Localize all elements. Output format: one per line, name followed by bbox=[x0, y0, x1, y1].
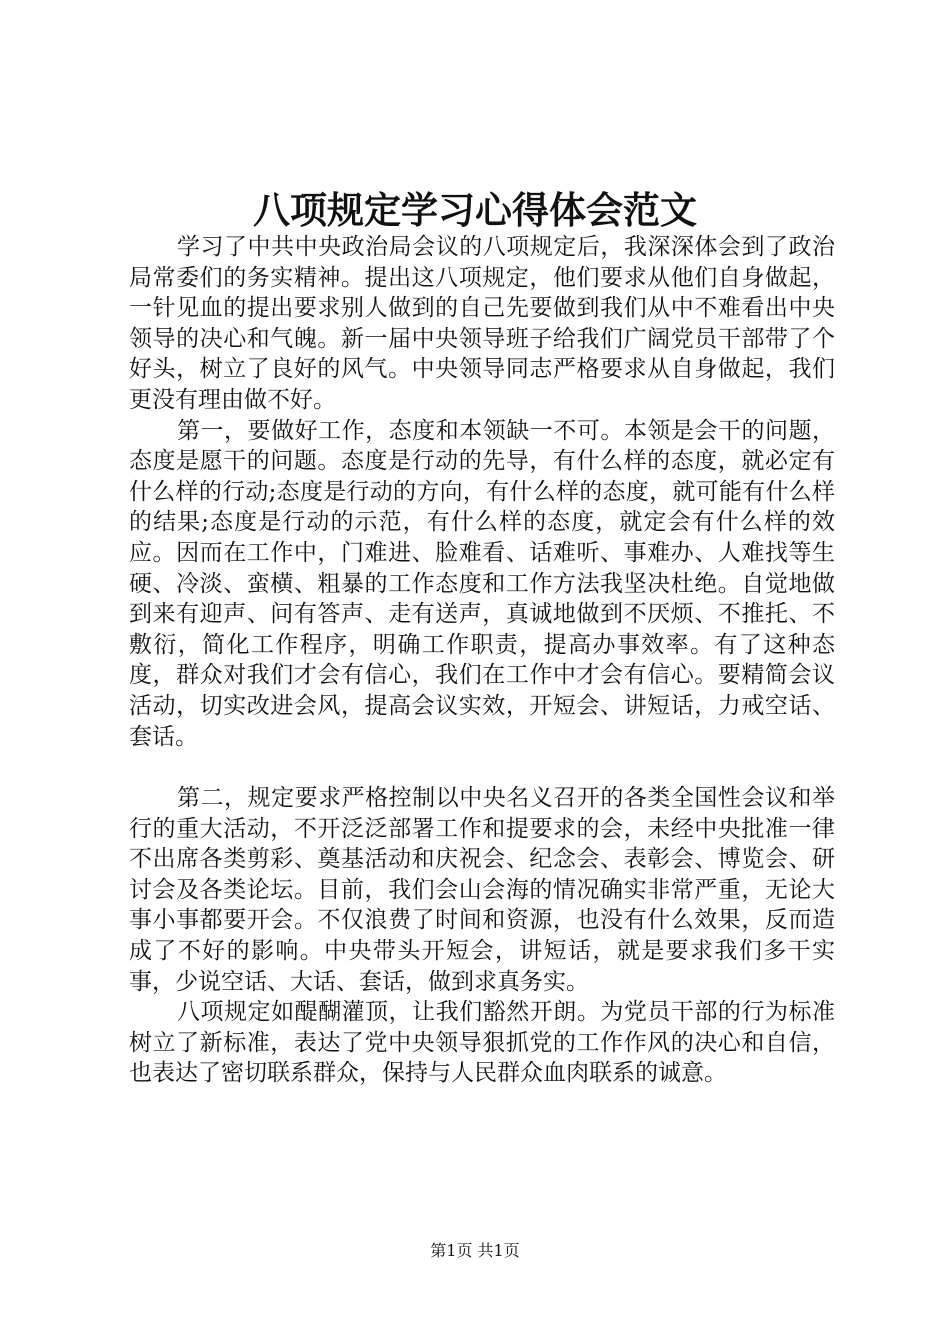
document-body bbox=[129, 232, 835, 1089]
paragraph-intro: 学习了中共中央政治局会议的八项规定后，我深深体会到了政治局常委们的务实精神。提出这八项规定，他们要求从他们自身做起，一针见血的提出要求别人做到的自己先要做到我们从中不难看出中央领导的决心和气魄。新一届中央领导班子给我们广阔党员干部带了个好头，树立了良好的风气。中央领导同志严格要求从自身做起，我们更没有理由做不好。 bbox=[129, 234, 835, 413]
paragraph-first-point: 第一，要做好工作，态度和本领缺一不可。本领是会干的问题，态度是愿干的问题。态度是行动的先导，有什么样的态度，就必定有什么样的行动;态度是行动的方向，有什么样的态度，就可能有什么样的结果;态度是行动的示范，有什么样的态度，就定会有什么样的效应。因而在工作中，门难进、脸难看、话难听、事难办、人难找等生硬、冷淡、蛮横、粗暴的工作态度和工作方法我坚决杜绝。自觉地做到来有迎声、问有答声、走有送声，真诚地做到不厌烦、不推托、不敷衍，简化工作程序，明确工作职责，提高办事效率。有了这种态度，群众对我们才会有信心，我们在工作中才会有信心。要精简会议活动，切实改进会风，提高会议实效，开短会、讲短话，力戒空话、套话。 bbox=[129, 417, 835, 750]
paragraph-second-point: 第二，规定要求严格控制以中央名义召开的各类全国性会议和举行的重大活动，不开泛泛部署工作和提要求的会，未经中央批准一律不出席各类剪彩、奠基活动和庆祝会、纪念会、表彰会、博览会、研讨会及各类论坛。目前，我们会山会海的情况确实非常严重，无论大事小事都要开会。不仅浪费了时间和资源，也没有什么效果，反而造成了不好的影响。中央带头开短会，讲短话，就是要求我们多干实事，少说空话、大话、套话，做到求真务实。 bbox=[129, 785, 835, 995]
document-title: 八项规定学习心得体会范文 bbox=[253, 188, 697, 232]
paragraph-conclusion: 八项规定如醍醐灌顶，让我们豁然开朗。为党员干部的行为标准树立了新标准，表达了党中央领导狠抓党的工作作风的决心和自信，也表达了密切联系群众，保持与人民群众血肉联系的诚意。 bbox=[129, 999, 835, 1087]
page-number-footer: 第1页 共1页 bbox=[430, 1241, 520, 1260]
paragraph-spacer bbox=[129, 752, 835, 783]
